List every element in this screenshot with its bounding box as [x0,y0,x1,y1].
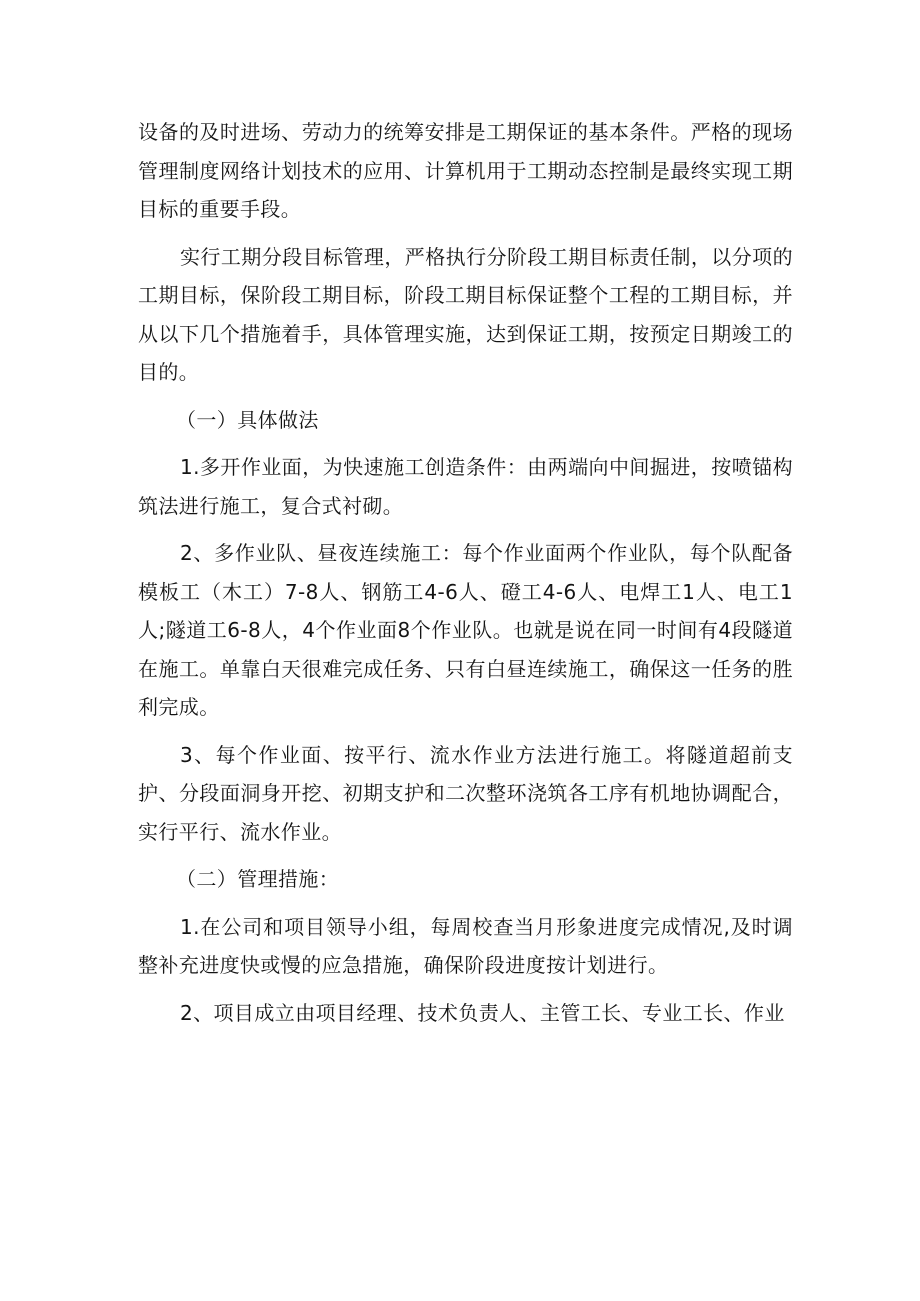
section-heading-management-measures: （二）管理措施： [176,867,340,891]
paragraph-6: 1.在公司和项目领导小组，每周校查当月形象进度完成情况,及时调整补充进度快或慢的应急措施，确保阶段进度按计划进行。 [138,914,793,977]
paragraph-5: 3、每个作业面、按平行、流水作业方法进行施工。将隧道超前支护、分段面洞身开挖、初期支护和二次整环浇筑各工序有机地协调配合，实行平行、流水作业。 [138,742,793,844]
document-body [138,113,793,1041]
paragraph-3: 1.多开作业面，为快速施工创造条件：由两端向中间掘进，按喷锚构筑法进行施工，复合式衬砌。 [138,455,793,518]
paragraph-1: 设备的及时进场、劳动力的统筹安排是工期保证的基本条件。严格的现场管理制度网络计划技术的应用、计算机用于工期动态控制是最终实现工期目标的重要手段。 [138,120,793,221]
paragraph-4: 2、多作业队、昼夜连续施工：每个作业面两个作业队，每个队配备模板工（木工）7-8人、钢筋工4-6人、磴工4-6人、电焊工1人、电工1人;隧道工6-8人，4个作业面8个作业队。也就是说在同一时间有4段隧道在施工。单靠白天很难完成任务、只有白昼连续施工，确保这一任务的胜利完成。 [138,541,793,719]
paragraph-2: 实行工期分段目标管理，严格执行分阶段工期目标责任制，以分项的工期目标，保阶段工期目标，阶段工期目标保证整个工程的工期目标，并从以下几个措施着手，具体管理实施，达到保证工期，按预定日期竣工的目的。 [138,244,793,384]
paragraph-7: 2、项目成立由项目经理、技术负责人、主管工长、专业工长、作业 [180,1000,785,1025]
section-heading-specific-methods: （一）具体做法 [176,407,319,432]
